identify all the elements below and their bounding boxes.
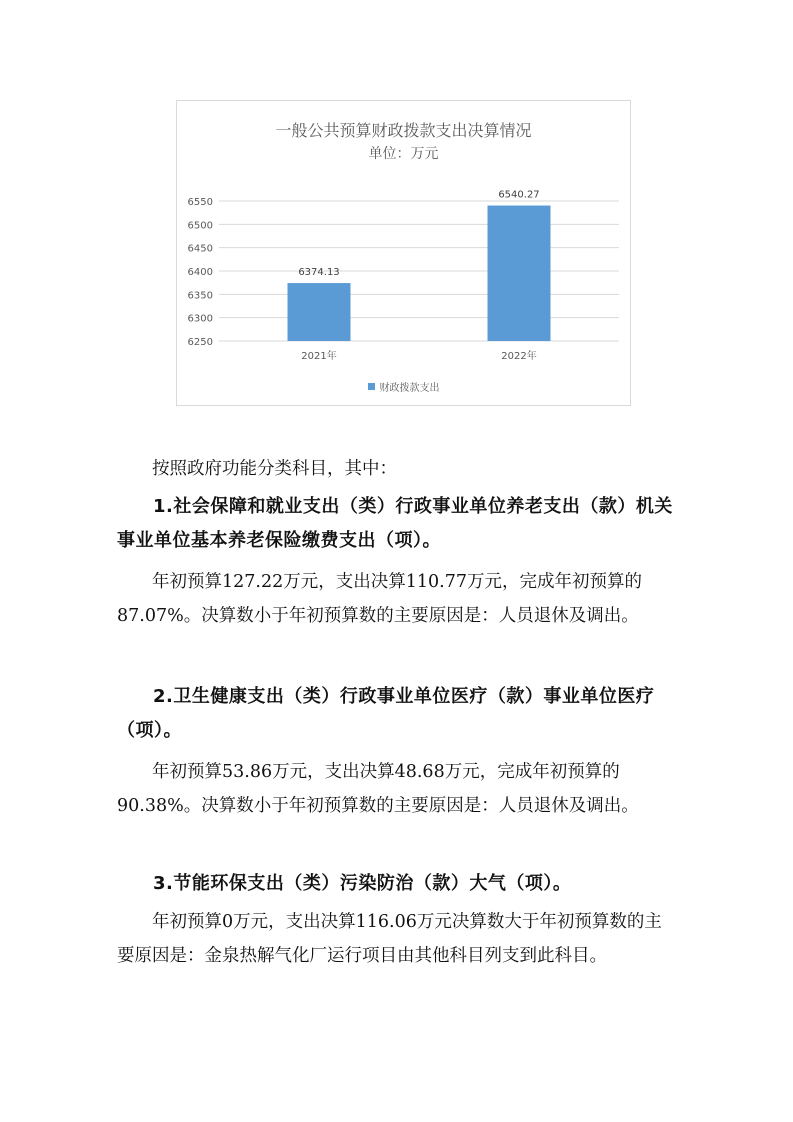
- section-2-heading: 2.卫生健康支出（类）行政事业单位医疗（款）事业单位医疗（项）。: [117, 686, 655, 741]
- y-tick-label: 6450: [187, 243, 213, 255]
- data-label: 6374.13: [298, 267, 340, 279]
- y-tick-label: 6500: [187, 220, 213, 232]
- chart-plot: [177, 101, 632, 407]
- y-tick-label: 6550: [187, 197, 213, 208]
- x-tick-label: 2021年: [301, 351, 337, 362]
- legend-swatch: [368, 383, 375, 390]
- bar: [288, 283, 351, 341]
- chart-legend: [177, 379, 630, 394]
- data-label: 6540.27: [498, 189, 540, 201]
- section-3-body: 年初预算0万元，支出决算116.06万元决算数大于年初预算数的主要原因是：金泉热解气化厂运行项目由其他科目列支到此科目。: [117, 912, 662, 966]
- intro-paragraph: 按照政府功能分类科目，其中：: [152, 459, 397, 479]
- section-3-heading: 3.节能环保支出（类）污染防治（款）大气（项）。: [153, 873, 572, 894]
- y-tick-label: 6250: [187, 337, 213, 348]
- x-tick-label: 2022年: [501, 351, 537, 362]
- expenditure-chart: [176, 100, 631, 406]
- section-1-heading: 1.社会保障和就业支出（类）行政事业单位养老支出（款）机关事业单位基本养老保险缴费支出（项）。: [117, 496, 673, 551]
- chart-title: 一般公共预算财政拨款支出决算情况: [275, 121, 532, 140]
- y-tick-label: 6300: [187, 313, 213, 325]
- y-tick-label: 6350: [187, 290, 213, 302]
- bar: [488, 206, 551, 341]
- legend-label: 财政拨款支出: [379, 383, 440, 394]
- section-2-body: 年初预算53.86万元，支出决算48.68万元，完成年初预算的90.38%。决算数小于年初预算数的主要原因是：人员退休及调出。: [117, 762, 639, 816]
- y-tick-label: 6400: [187, 267, 213, 278]
- chart-subtitle: 单位：万元: [368, 146, 439, 162]
- section-1-body: 年初预算127.22万元，支出决算110.77万元，完成年初预算的87.07%。决算数小于年初预算数的主要原因是：人员退休及调出。: [117, 572, 642, 626]
